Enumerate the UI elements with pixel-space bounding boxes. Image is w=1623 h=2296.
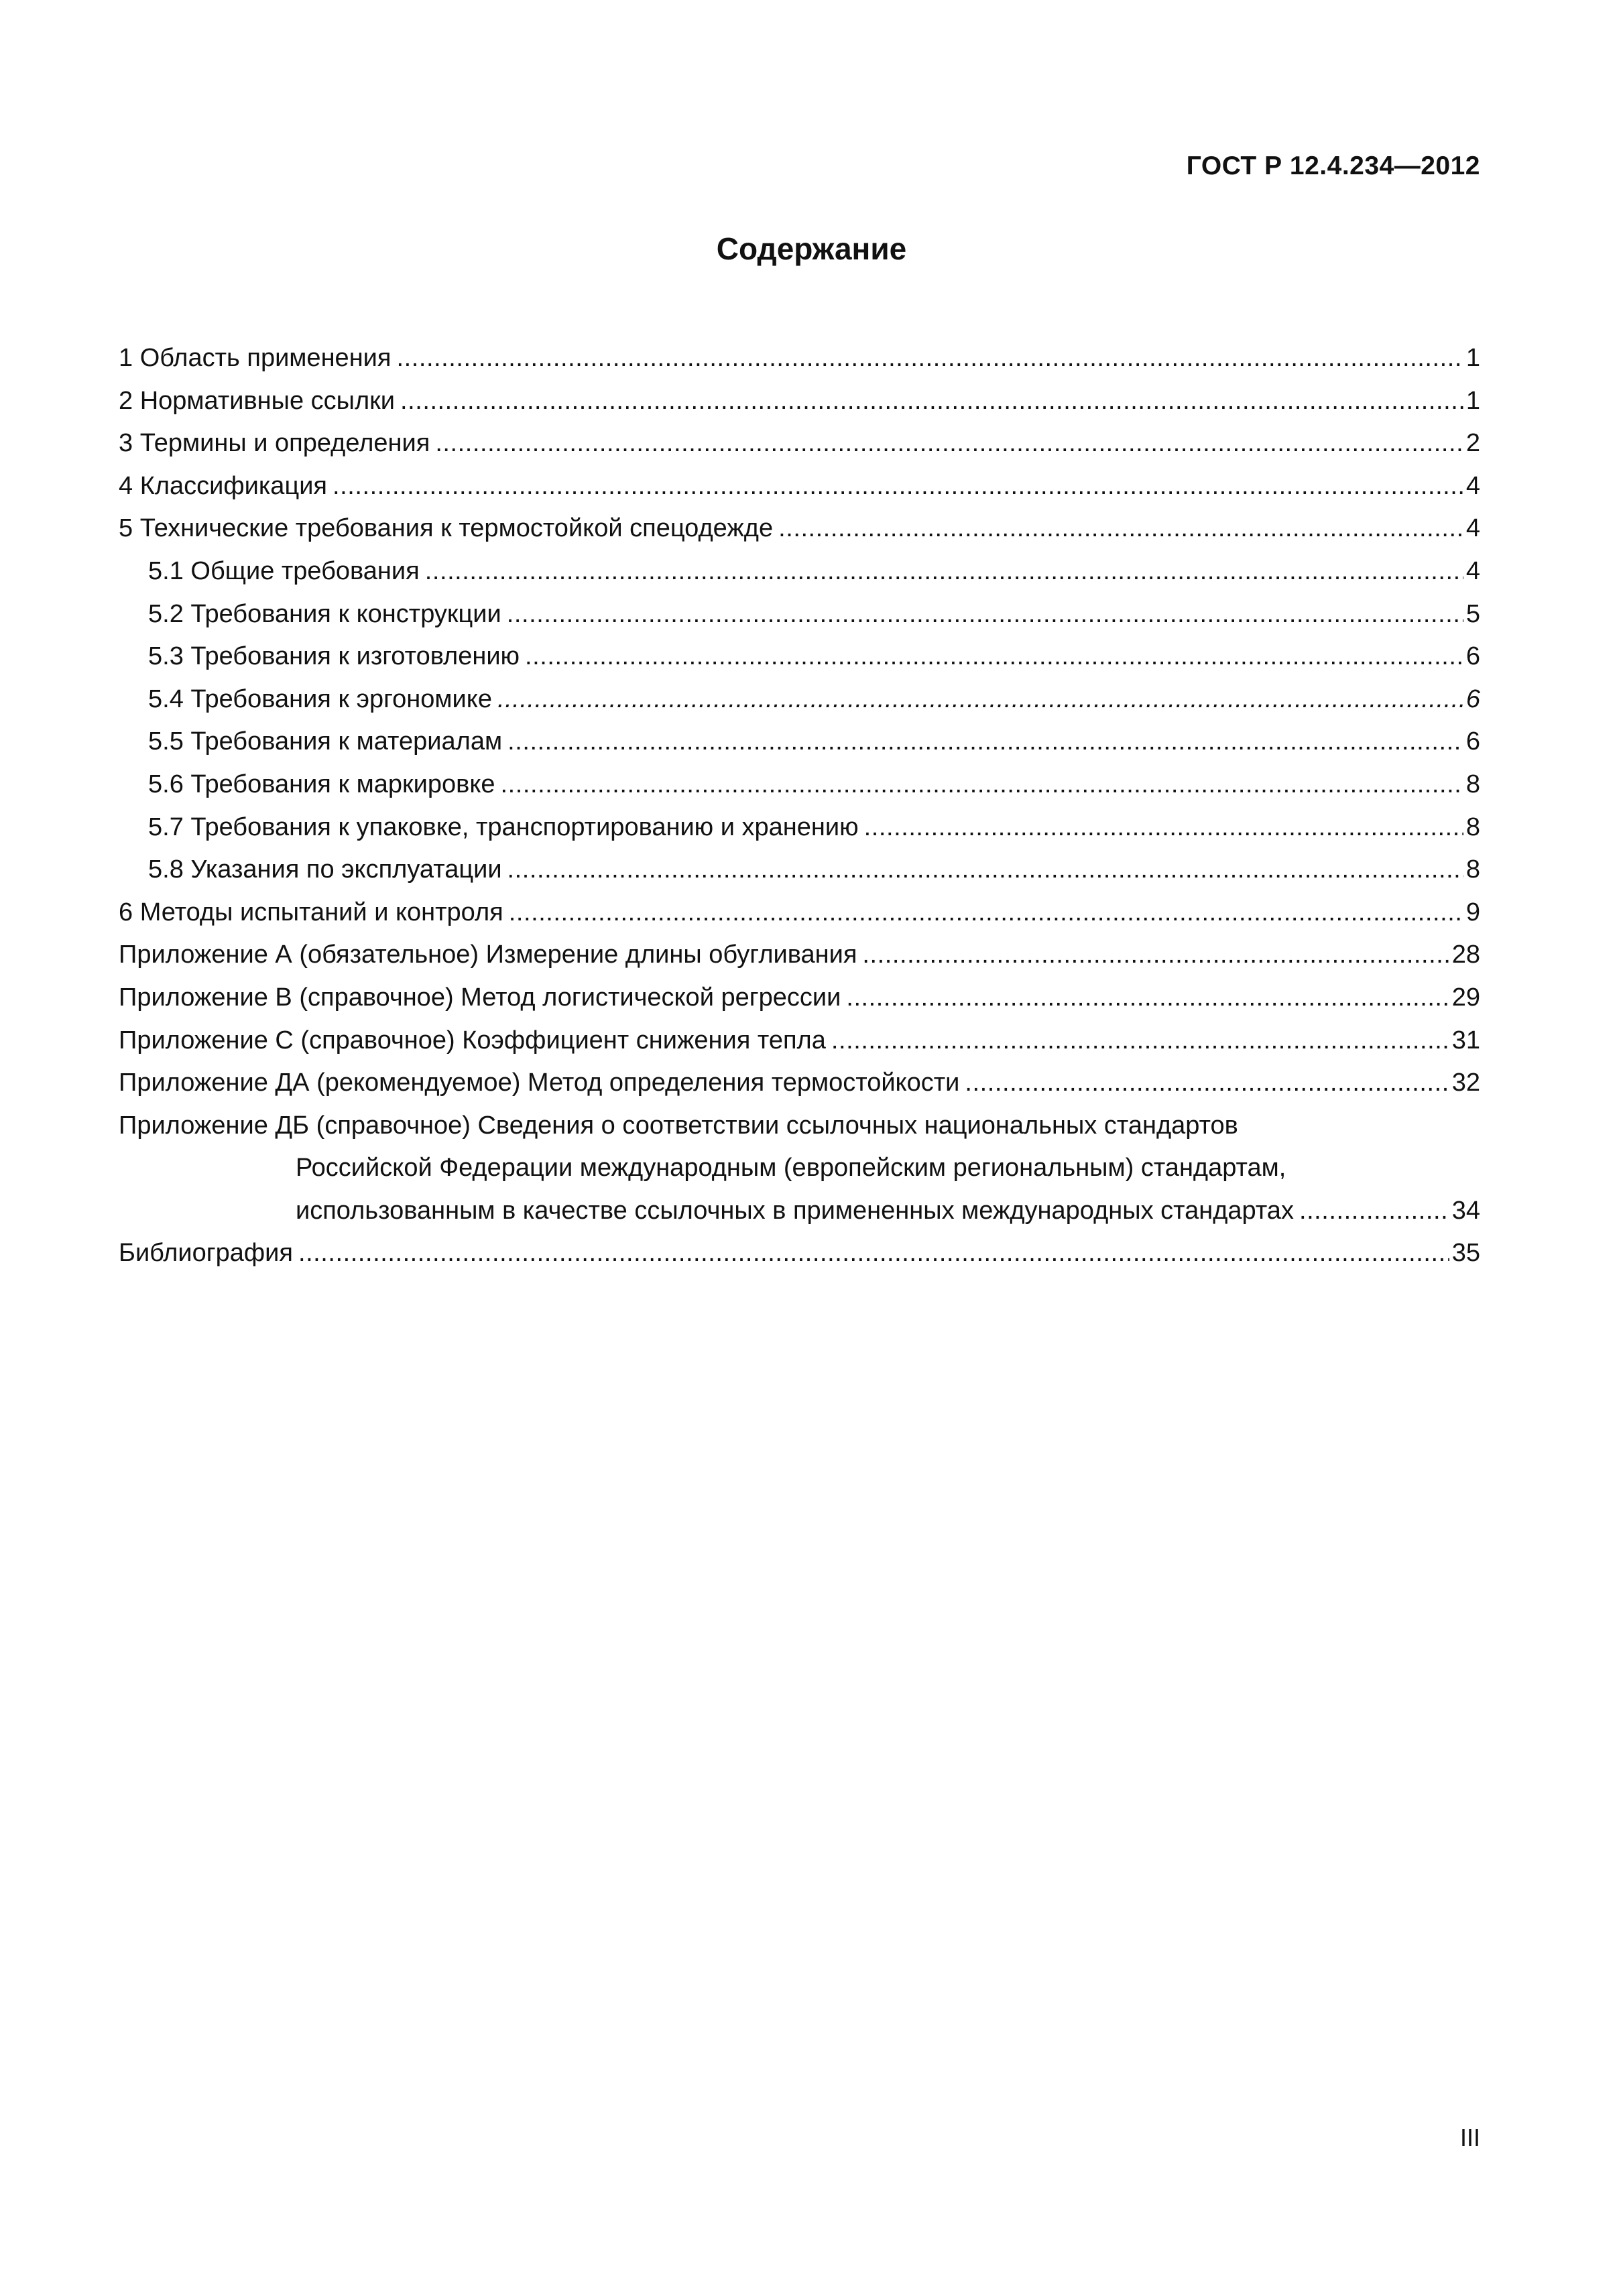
toc-entry-line [119, 1190, 1480, 1233]
toc-entry-page: 9 [1465, 898, 1480, 926]
toc-entry-appendix-db[interactable] [119, 1105, 1480, 1233]
toc-entry-line [119, 1147, 1480, 1190]
toc-entry-page: 29 [1451, 983, 1480, 1012]
toc-entry-page: 4 [1465, 514, 1480, 543]
toc-entry-line [119, 1105, 1480, 1148]
toc-entry-label: 6 Методы испытаний и контроля [119, 898, 503, 926]
toc-dot-leader [864, 806, 1463, 849]
toc-entry-label-continuation: Российской Федерации международным (европейским региональным) стандартам, [296, 1154, 1286, 1183]
toc-entry-page: 1 [1465, 344, 1480, 372]
toc-entry-page: 8 [1465, 770, 1480, 798]
toc-entry-page: 8 [1465, 855, 1480, 884]
toc-dot-leader [862, 934, 1449, 977]
toc-dot-leader [778, 507, 1463, 550]
toc-dot-leader [509, 892, 1463, 934]
toc-dot-leader [396, 337, 1463, 380]
toc-entry-page: 34 [1451, 1196, 1480, 1225]
toc-entry-label: 5.1 Общие требования [148, 556, 420, 585]
toc-dot-leader [1299, 1190, 1449, 1233]
toc-dot-leader [507, 721, 1463, 764]
toc-entry-page: 4 [1465, 556, 1480, 585]
toc-entry-label-continuation: использованным в качестве ссылочных в примененных международных стандартах [296, 1196, 1294, 1225]
toc-dot-leader [497, 678, 1463, 721]
toc-dot-leader [298, 1232, 1449, 1275]
toc-entry-section-5-6[interactable] [119, 764, 1480, 806]
toc-entry-appendix-b[interactable] [119, 977, 1480, 1020]
toc-entry-section-3[interactable] [119, 422, 1480, 465]
toc-entry-label: 2 Нормативные ссылки [119, 386, 395, 415]
toc-entry-page: 6 [1465, 684, 1480, 713]
toc-entry-section-5-1[interactable] [119, 550, 1480, 593]
toc-entry-label: 1 Область применения [119, 344, 392, 372]
toc-dot-leader [507, 849, 1463, 892]
toc-entry-appendix-da[interactable] [119, 1062, 1480, 1105]
toc-dot-leader [831, 1020, 1449, 1063]
toc-entry-page: 6 [1465, 642, 1480, 671]
toc-entry-bibliography[interactable] [119, 1232, 1480, 1275]
toc-entry-label: Приложение А (обязательное) Измерение длины обугливания [119, 941, 857, 969]
toc-entry-page: 4 [1465, 471, 1480, 500]
toc-entry-label: 5.2 Требования к конструкции [148, 599, 501, 628]
toc-entry-section-5-8[interactable] [119, 849, 1480, 892]
toc-entry-label: Приложение С (справочное) Коэффициент снижения тепла [119, 1026, 826, 1054]
document-designation: ГОСТ Р 12.4.234—2012 [1186, 152, 1480, 180]
toc-entry-label: 5.4 Требования к эргономике [148, 684, 492, 713]
toc-entry-page: 28 [1451, 941, 1480, 969]
toc-entry-label: 5.3 Требования к изготовлению [148, 642, 520, 671]
toc-entry-section-5-7[interactable] [119, 806, 1480, 849]
toc-entry-section-6[interactable] [119, 892, 1480, 934]
page-number: III [1459, 2124, 1480, 2151]
toc-dot-leader [507, 593, 1463, 636]
toc-entry-page: 32 [1451, 1069, 1480, 1097]
page-title: Содержание [716, 231, 907, 266]
toc-dot-leader [435, 422, 1463, 465]
toc-dot-leader [525, 636, 1463, 678]
toc-entry-label: 5.8 Указания по эксплуатации [148, 855, 502, 884]
toc-entry-label: 5.5 Требования к материалам [148, 727, 503, 756]
toc-dot-leader [501, 764, 1463, 806]
toc-entry-section-4[interactable] [119, 465, 1480, 508]
toc-entry-section-5-5[interactable] [119, 721, 1480, 764]
toc-dot-leader [846, 977, 1449, 1020]
toc-entry-page: 2 [1465, 429, 1480, 458]
toc-entry-label: Библиография [119, 1239, 293, 1268]
toc-entry-section-5[interactable] [119, 507, 1480, 550]
toc-entry-label: Приложение В (справочное) Метод логистической регрессии [119, 983, 841, 1012]
toc-dot-leader [333, 465, 1463, 508]
toc-entry-section-2[interactable] [119, 380, 1480, 423]
toc-entry-page: 6 [1465, 727, 1480, 756]
toc-entry-label: 4 Классификация [119, 471, 328, 500]
toc-entry-label: 5 Технические требования к термостойкой спецодежде [119, 514, 774, 543]
toc-entry-label: Приложение ДА (рекомендуемое) Метод определения термостойкости [119, 1069, 960, 1097]
toc-dot-leader [400, 380, 1463, 423]
toc-entry-appendix-c[interactable] [119, 1020, 1480, 1063]
toc-entry-appendix-a[interactable] [119, 934, 1480, 977]
toc-entry-section-5-3[interactable] [119, 636, 1480, 678]
toc-entry-label: 5.6 Требования к маркировке [148, 770, 495, 798]
table-of-contents [119, 337, 1480, 1275]
toc-entry-section-5-4[interactable] [119, 678, 1480, 721]
toc-entry-page: 5 [1465, 599, 1480, 628]
toc-entry-page: 35 [1451, 1239, 1480, 1268]
toc-entry-label: 3 Термины и определения [119, 429, 430, 458]
toc-entry-section-1[interactable] [119, 337, 1480, 380]
toc-entry-page: 1 [1465, 386, 1480, 415]
toc-dot-leader [965, 1062, 1449, 1105]
toc-entry-page: 31 [1451, 1026, 1480, 1054]
toc-entry-label: 5.7 Требования к упаковке, транспортированию и хранению [148, 812, 859, 841]
toc-entry-section-5-2[interactable] [119, 593, 1480, 636]
toc-dot-leader [425, 550, 1463, 593]
toc-entry-page: 8 [1465, 812, 1480, 841]
toc-entry-label: Приложение ДБ (справочное) Сведения о соответствии ссылочных национальных стандартов [119, 1111, 1238, 1140]
